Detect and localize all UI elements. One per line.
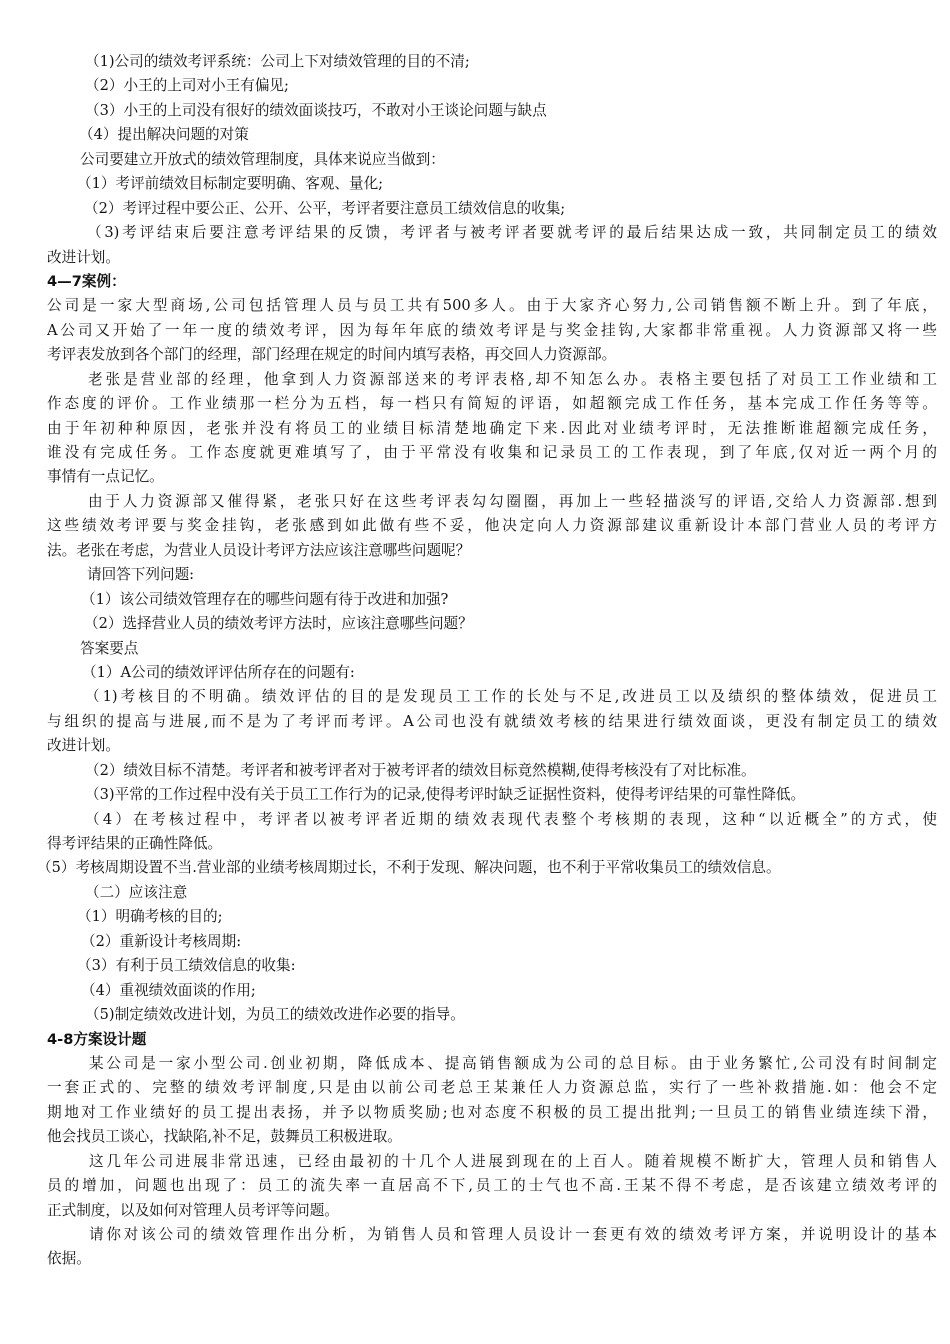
text-line: 由于人力资源部又催得紧，老张只好在这些考评表勾勾圈圈，再加上一些轻描淡写的评语,交给人力资源部.想到	[88, 492, 937, 510]
text-line: 答案要点	[80, 639, 139, 657]
text-line: （2）考评过程中要公正、公开、公平，考评者要注意员工绩效信息的收集;	[84, 199, 566, 217]
text-line: （4）提出解决问题的对策	[79, 126, 249, 144]
text-line: （5）考核周期设置不当.营业部的业绩考核周期过长，不利于发现、解决问题，也不利于平常收集员工的绩效信息。	[37, 859, 781, 877]
text-line: 得考评结果的正确性降低。	[47, 835, 223, 852]
text-line: 公司是一家大型商场,公司包括管理人员与员工共有500多人。由于大家齐心努力,公司销售额不断上升。到了年底，	[47, 297, 937, 315]
text-line: （1）明确考核的目的;	[77, 908, 223, 926]
text-line: （二）应该注意	[85, 883, 188, 901]
section-heading: 4—7案例：	[47, 272, 126, 290]
text-line: （1)公司的绩效考评系统：公司上下对绩效管理的目的不清;	[85, 53, 470, 70]
text-line: 法。老张在考虑，为营业人员设计考评方法应该注意哪些问题呢？	[47, 541, 471, 559]
text-line: （2）选择营业人员的绩效考评方法时，应该注意哪些问题？	[84, 615, 473, 633]
text-line: 公司要建立开放式的绩效管理制度，具体来说应当做到：	[80, 150, 445, 168]
text-line: 员的增加，问题也出现了：员工的流失率一直居高不下,员工的士气也不高.王某不得不考虑，是否该建立绩效考评的	[47, 1177, 937, 1195]
text-line: 依据。	[47, 1250, 91, 1268]
text-line: 请回答下列问题:	[87, 566, 195, 584]
text-line: （2）小王的上司对小王有偏见;	[85, 77, 289, 95]
text-line: 期地对工作业绩好的员工提出表扬，并予以物质奖励;也对态度不积极的员工提出批判;一旦员工的销售业绩连续下滑，	[47, 1103, 937, 1121]
text-line: 改进计划。	[47, 737, 120, 755]
text-line: （3）小王的上司没有很好的绩效面谈技巧，不敢对小王谈论问题与缺点	[85, 101, 547, 119]
text-line: （3)考评结束后要注意考评结果的反馈，考评者与被考评者要就考评的最后结果达成一致，共同制定员工的绩效	[87, 224, 937, 242]
text-line: （2）重新设计考核周期:	[81, 932, 242, 950]
text-line: 他会找员工谈心，找缺陷,补不足，鼓舞员工积极进取。	[47, 1128, 402, 1146]
text-line: 由于年初种种原因，老张并没有将员工的业绩目标清楚地确定下来.因此对业绩考评时，无法推断谁超额完成任务，	[47, 419, 937, 437]
text-line: （2）绩效目标不清楚。考评者和被考评者对于被考评者的绩效目标竟然模糊,使得考核没有了对比标准。	[85, 761, 756, 779]
text-line: （3）有利于员工绩效信息的收集:	[77, 957, 296, 975]
text-line: 与组织的提高与进展,而不是为了考评而考评。A公司也没有就绩效考核的结果进行绩效面谈，更没有制定员工的绩效	[47, 712, 937, 730]
text-line: 谁没有完成任务。工作态度就更难填写了，由于平常没有收集和记录员工的工作表现，到了年底,仅对近一两个月的	[47, 444, 937, 461]
text-line: 老张是营业部的经理，他拿到人力资源部送来的考评表格,却不知怎么办。表格主要包括了对员工工作业绩和工	[88, 370, 937, 388]
text-line: 某公司是一家小型公司.创业初期，降低成本、提高销售额成为公司的总目标。由于业务繁忙,公司没有时间制定	[89, 1054, 937, 1072]
text-line: 改进计划。	[47, 248, 120, 266]
text-line: 这几年公司进展非常迅速，已经由最初的十几个人进展到现在的上百人。随着规模不断扩大，管理人员和销售人	[89, 1152, 937, 1170]
text-line: （4）重视绩效面谈的作用;	[81, 981, 256, 999]
text-line: 事情有一点记忆。	[47, 468, 164, 486]
text-line: 作态度的评价。工作业绩那一栏分为五档，每一档只有简短的评语，如超额完成工作任务，基本完成工作任务等等。	[47, 395, 937, 413]
section-heading: 4-8方案设计题	[47, 1030, 147, 1048]
text-line: 正式制度，以及如何对管理人员考评等问题。	[47, 1201, 339, 1219]
text-line: A公司又开始了一年一度的绩效考评，因为每年年底的绩效考评是与奖金挂钩,大家都非常重视。人力资源部又将一些	[47, 321, 937, 339]
text-line: 考评表发放到各个部门的经理，部门经理在规定的时间内填写表格，再交回人力资源部。	[47, 346, 617, 364]
text-line: （1）考评前绩效目标制定要明确、客观、量化;	[77, 175, 384, 193]
text-line: （5)制定绩效改进计划，为员工的绩效改进作必要的指导。	[85, 1006, 465, 1024]
text-line: （1）A公司的绩效评评估所存在的问题有:	[82, 663, 355, 681]
text-line: 这些绩效考评要与奖金挂钩，老张感到如此做有些不妥，他决定向人力资源部建议重新设计本部门营业人员的考评方	[47, 517, 937, 535]
text-line: 一套正式的、完整的绩效考评制度,只是由以前公司老总王某兼任人力资源总监，实行了一些补救措施.如：他会不定	[47, 1079, 937, 1097]
text-line: （3)平常的工作过程中没有关于员工工作行为的记录,使得考评时缺乏证据性资料，使得考评结果的可靠性降低。	[85, 786, 806, 804]
text-line: （1)考核目的不明确。绩效评估的目的是发现员工工作的长处与不足,改进员工以及绩织的整体绩效，促进员工	[85, 688, 937, 706]
text-line: 请你对该公司的绩效管理作出分析，为销售人员和管理人员设计一套更有效的绩效考评方案，并说明设计的基本	[89, 1226, 937, 1243]
text-line: （4）在考核过程中，考评者以被考评者近期的绩效表现代表整个考核期的表现，这种“以近概全”的方式，使	[85, 810, 937, 828]
document-page	[37, 50, 937, 1272]
text-line: （1）该公司绩效管理存在的哪些问题有待于改进和加强?	[81, 590, 449, 608]
